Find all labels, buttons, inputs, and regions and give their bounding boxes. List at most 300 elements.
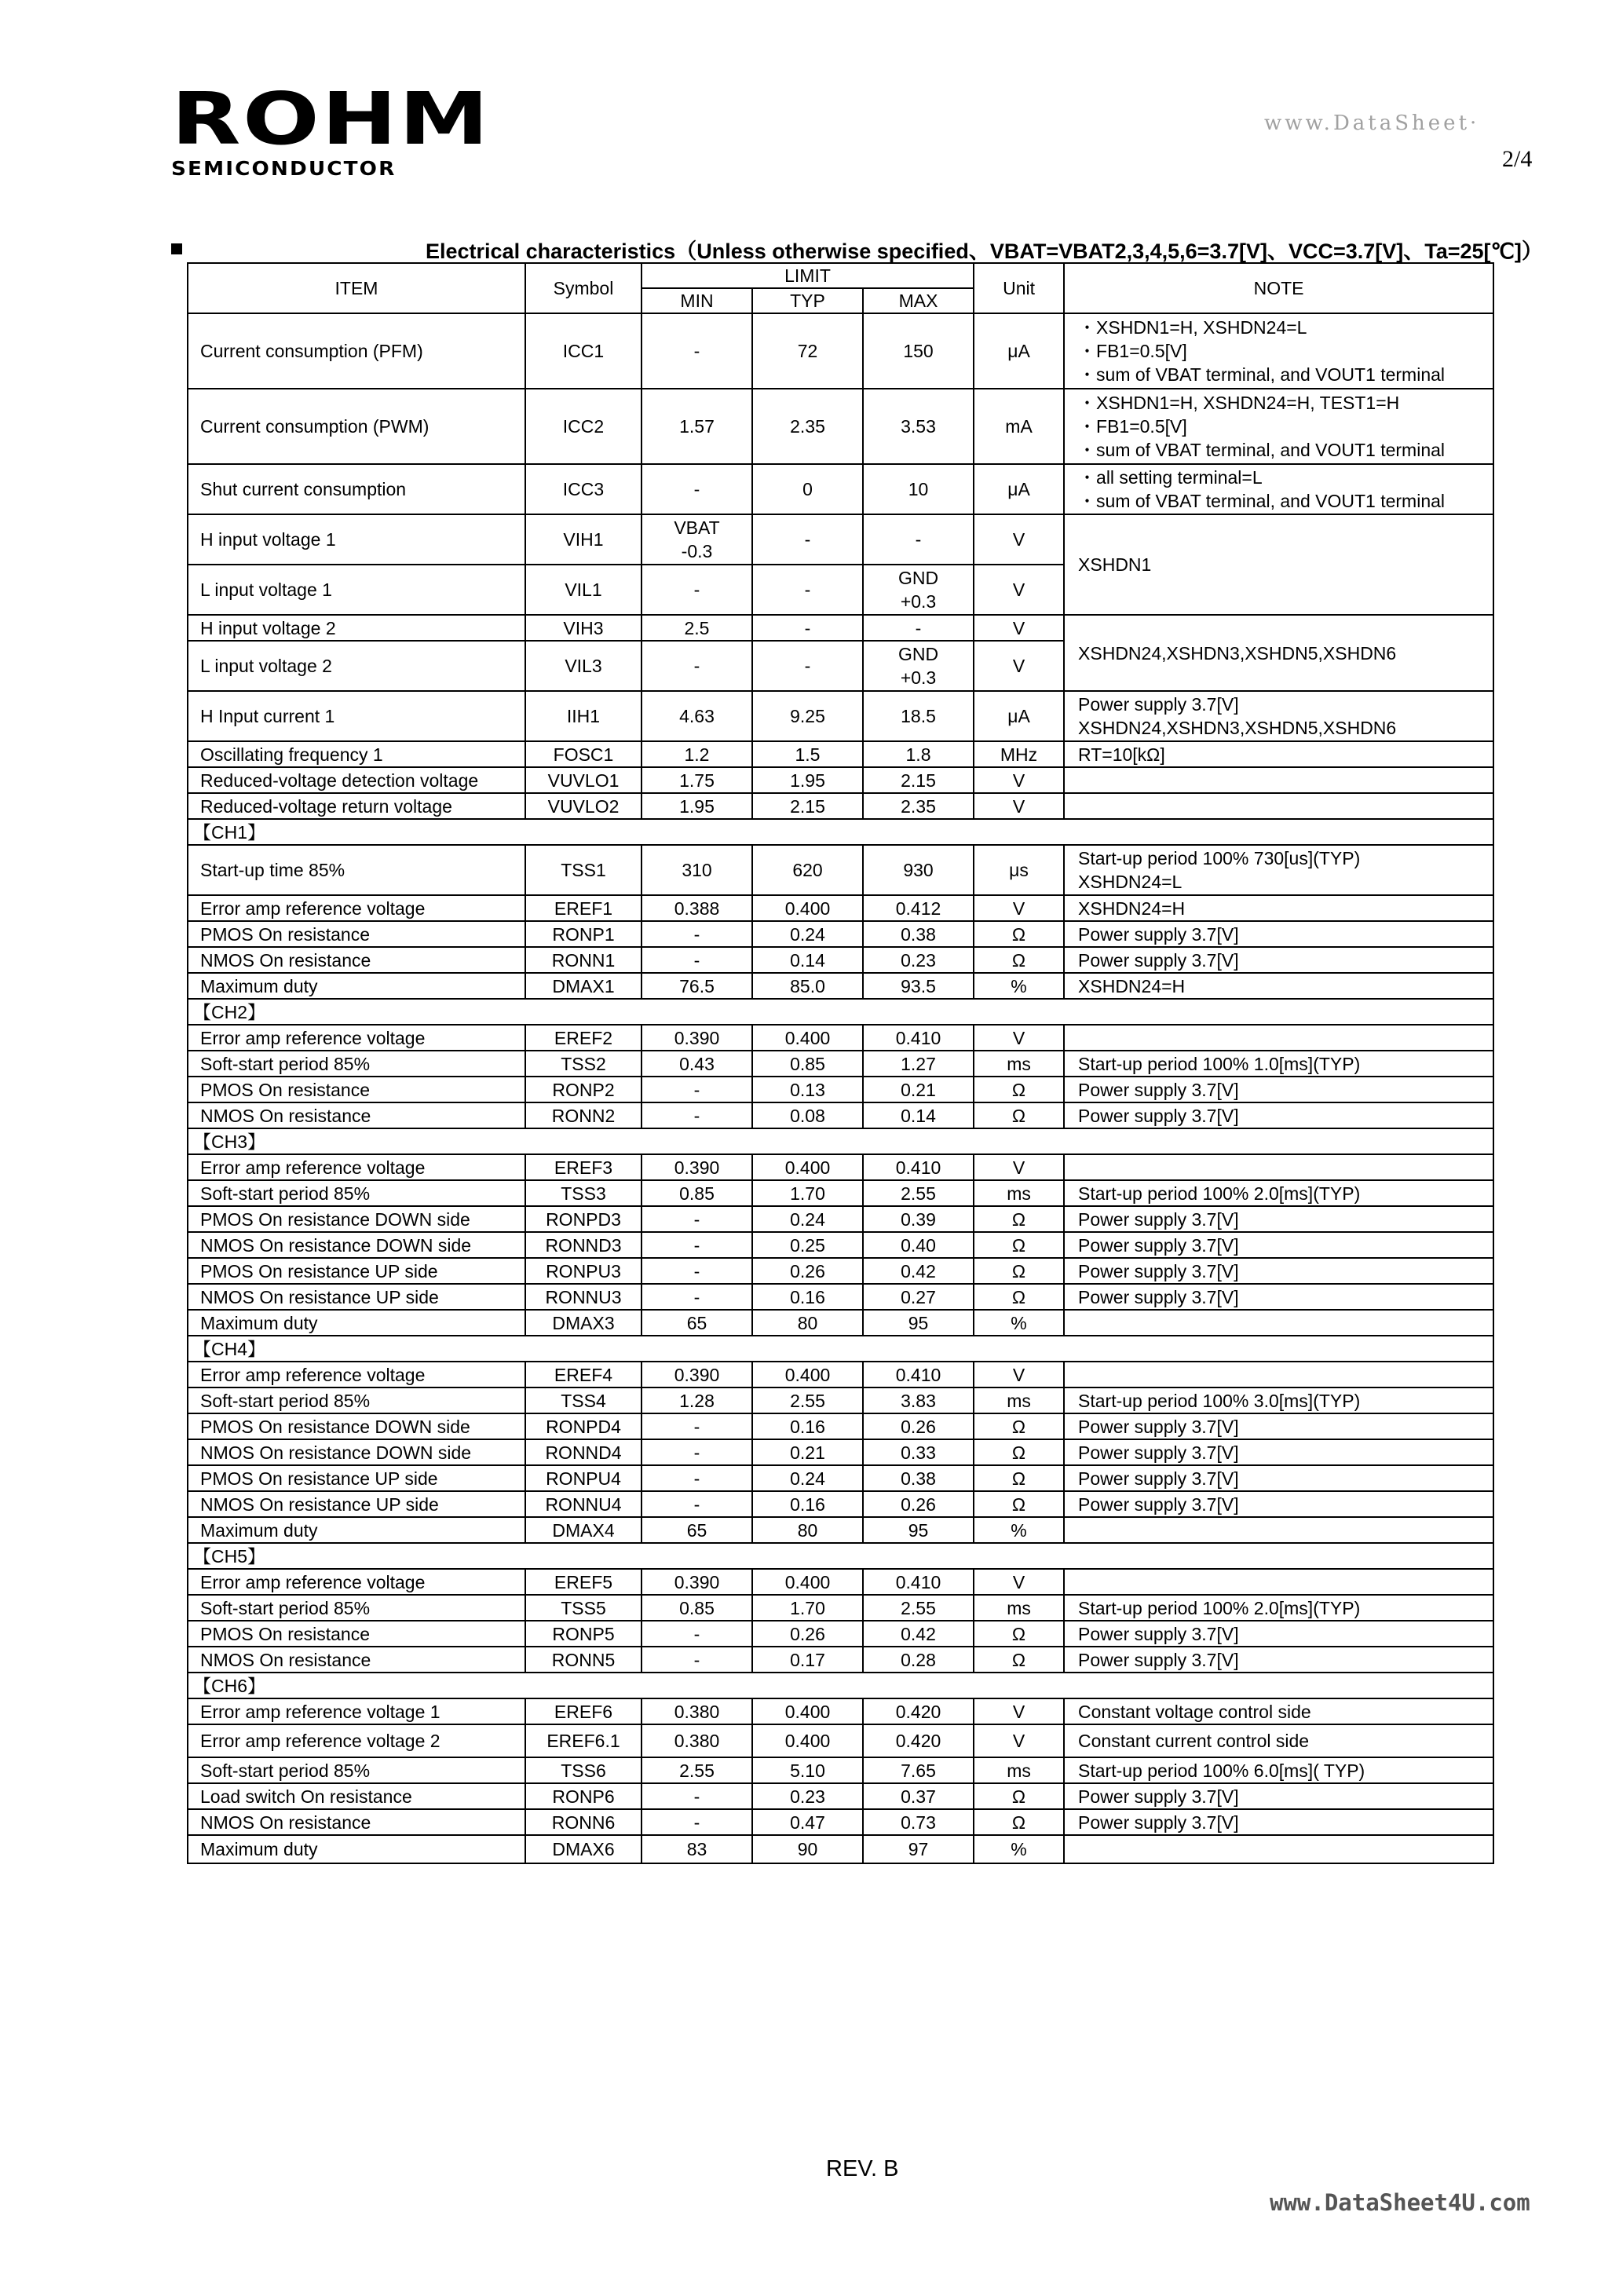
note-cell	[1064, 1025, 1493, 1051]
note-cell-line: Power supply 3.7[V]	[1078, 1468, 1239, 1489]
typ-cell: 0.26	[752, 1258, 863, 1284]
note-cell-line: Power supply 3.7[V]	[1078, 1623, 1239, 1644]
max-cell: 0.14	[863, 1102, 974, 1128]
item-cell: Reduced-voltage detection voltage	[188, 767, 525, 793]
item-cell: Soft-start period 85%	[188, 1757, 525, 1783]
typ-cell: 0.24	[752, 1465, 863, 1491]
note-cell-line: Power supply 3.7[V]	[1078, 1649, 1239, 1670]
unit-cell: V	[974, 641, 1064, 691]
typ-cell: 0.16	[752, 1413, 863, 1439]
min-cell: 0.85	[642, 1595, 752, 1621]
min-cell: -	[642, 313, 752, 389]
max-cell: 97	[863, 1835, 974, 1863]
symbol-cell: TSS1	[525, 845, 642, 895]
symbol-cell: RONN1	[525, 947, 642, 973]
unit-cell: Ω	[974, 1647, 1064, 1673]
unit-cell: Ω	[974, 1258, 1064, 1284]
symbol-cell: VIL1	[525, 565, 642, 615]
note-cell-line: Power supply 3.7[V]	[1078, 949, 1239, 971]
note-cell-line: ・FB1=0.5[V]	[1078, 416, 1187, 437]
table-row	[188, 921, 1493, 947]
max-cell: 2.15	[863, 767, 974, 793]
unit-cell: Ω	[974, 1232, 1064, 1258]
note-cell	[1064, 1310, 1493, 1336]
section-row	[188, 819, 1493, 845]
section-row	[188, 1336, 1493, 1362]
max-cell: 0.26	[863, 1413, 974, 1439]
table-row	[188, 1569, 1493, 1595]
note-cell-line: XSHDN24,XSHDN3,XSHDN5,XSHDN6	[1078, 718, 1397, 738]
note-cell	[1064, 1595, 1493, 1621]
typ-cell: 0.26	[752, 1621, 863, 1647]
max-cell: 0.412	[863, 895, 974, 921]
min-cell: -	[642, 1809, 752, 1835]
item-cell: L input voltage 2	[188, 641, 525, 691]
unit-cell: μA	[974, 464, 1064, 514]
symbol-cell: RONPD3	[525, 1206, 642, 1232]
typ-cell: 72	[752, 313, 863, 389]
table-row	[188, 1757, 1493, 1783]
min-cell: 1.2	[642, 741, 752, 767]
typ-cell: 80	[752, 1517, 863, 1543]
unit-cell: ms	[974, 1757, 1064, 1783]
note-cell	[1064, 1621, 1493, 1647]
max-cell: 3.83	[863, 1387, 974, 1413]
symbol-cell: RONP5	[525, 1621, 642, 1647]
unit-cell: V	[974, 1154, 1064, 1180]
unit-cell: μs	[974, 845, 1064, 895]
header-item: ITEM	[188, 263, 525, 313]
typ-cell: 0.23	[752, 1783, 863, 1809]
note-cell-line: ・all setting terminal=L	[1078, 467, 1263, 488]
symbol-cell: VIH3	[525, 615, 642, 641]
min-cell: 76.5	[642, 973, 752, 999]
note-cell	[1064, 1051, 1493, 1077]
item-cell: PMOS On resistance DOWN side	[188, 1206, 525, 1232]
typ-cell: 80	[752, 1310, 863, 1336]
table-row	[188, 1387, 1493, 1413]
symbol-cell: TSS5	[525, 1595, 642, 1621]
table-row	[188, 1232, 1493, 1258]
item-cell: Soft-start period 85%	[188, 1387, 525, 1413]
typ-cell: -	[752, 641, 863, 691]
min-cell: -	[642, 1258, 752, 1284]
max-cell: 0.410	[863, 1025, 974, 1051]
max-cell: 18.5	[863, 691, 974, 741]
note-cell	[1064, 1517, 1493, 1543]
typ-cell: 0.24	[752, 921, 863, 947]
symbol-cell: TSS4	[525, 1387, 642, 1413]
max-cell: 7.65	[863, 1757, 974, 1783]
note-cell-line: Power supply 3.7[V]	[1078, 1105, 1239, 1126]
item-cell: Reduced-voltage return voltage	[188, 793, 525, 819]
min-cell: 2.55	[642, 1757, 752, 1783]
table-row	[188, 1102, 1493, 1128]
item-cell: NMOS On resistance	[188, 1647, 525, 1673]
note-cell-line: XSHDN24=H	[1078, 898, 1186, 919]
section-label: 【CH2】	[188, 999, 1493, 1025]
unit-cell: μA	[974, 691, 1064, 741]
logo-main-text: ROHM	[171, 77, 492, 161]
symbol-cell: DMAX3	[525, 1310, 642, 1336]
min-cell: -	[642, 1232, 752, 1258]
note-cell	[1064, 973, 1493, 999]
table-row	[188, 514, 1493, 565]
typ-cell: 1.5	[752, 741, 863, 767]
max-cell: 0.42	[863, 1258, 974, 1284]
item-cell: PMOS On resistance DOWN side	[188, 1413, 525, 1439]
max-cell: 150	[863, 313, 974, 389]
section-label: 【CH1】	[188, 819, 1493, 845]
note-cell	[1064, 1724, 1493, 1757]
typ-cell: 2.35	[752, 389, 863, 464]
typ-cell: 0.16	[752, 1284, 863, 1310]
table-row	[188, 615, 1493, 641]
symbol-cell: RONN5	[525, 1647, 642, 1673]
note-cell	[1064, 1491, 1493, 1517]
min-cell: -	[642, 1465, 752, 1491]
max-cell-line: +0.3	[900, 667, 937, 688]
note-cell-line: Power supply 3.7[V]	[1078, 1234, 1239, 1256]
item-cell: PMOS On resistance	[188, 1077, 525, 1102]
item-cell: Error amp reference voltage	[188, 1154, 525, 1180]
max-cell-line: GND	[897, 644, 939, 664]
note-cell-line: Power supply 3.7[V]	[1078, 1260, 1239, 1281]
item-cell: Error amp reference voltage	[188, 1362, 525, 1387]
min-cell: -	[642, 1647, 752, 1673]
unit-cell: Ω	[974, 1621, 1064, 1647]
min-cell: 65	[642, 1517, 752, 1543]
min-cell: 1.75	[642, 767, 752, 793]
symbol-cell: RONND4	[525, 1439, 642, 1465]
note-cell	[1064, 1698, 1493, 1724]
note-cell-line: Start-up period 100% 2.0[ms](TYP)	[1078, 1183, 1361, 1204]
min-cell-line: -0.3	[681, 541, 713, 561]
table-row	[188, 1595, 1493, 1621]
note-cell	[1064, 1757, 1493, 1783]
note-cell	[1064, 1835, 1493, 1863]
unit-cell: Ω	[974, 921, 1064, 947]
item-cell: PMOS On resistance UP side	[188, 1465, 525, 1491]
typ-cell: 90	[752, 1835, 863, 1863]
table-row	[188, 1783, 1493, 1809]
min-cell: 0.390	[642, 1154, 752, 1180]
item-cell: Error amp reference voltage	[188, 1569, 525, 1595]
note-cell-line: Power supply 3.7[V]	[1078, 1442, 1239, 1463]
item-cell: L input voltage 1	[188, 565, 525, 615]
max-cell: 0.410	[863, 1154, 974, 1180]
table-row	[188, 1491, 1493, 1517]
section-label: 【CH4】	[188, 1336, 1493, 1362]
note-cell-line: ・XSHDN1=H, XSHDN24=L	[1078, 317, 1307, 338]
max-cell: 0.410	[863, 1362, 974, 1387]
note-cell-line: Start-up period 100% 730[us](TYP)	[1078, 848, 1361, 868]
max-cell: 0.26	[863, 1491, 974, 1517]
item-cell: Current consumption (PWM)	[188, 389, 525, 464]
note-cell	[1064, 1258, 1493, 1284]
table-row	[188, 1698, 1493, 1724]
typ-cell: 0.47	[752, 1809, 863, 1835]
note-cell-line: Power supply 3.7[V]	[1078, 923, 1239, 945]
symbol-cell: RONP1	[525, 921, 642, 947]
min-cell: -	[642, 1206, 752, 1232]
max-cell: 1.8	[863, 741, 974, 767]
note-cell-line: Constant current control side	[1078, 1731, 1310, 1751]
unit-cell: V	[974, 1362, 1064, 1387]
section-row	[188, 1673, 1493, 1698]
note-cell-line: Start-up period 100% 1.0[ms](TYP)	[1078, 1053, 1361, 1074]
unit-cell: V	[974, 1724, 1064, 1757]
typ-cell: 0.400	[752, 1362, 863, 1387]
item-cell: H input voltage 2	[188, 615, 525, 641]
max-cell: 0.410	[863, 1569, 974, 1595]
min-cell: -	[642, 1077, 752, 1102]
table-row	[188, 1465, 1493, 1491]
section-label: 【CH6】	[188, 1673, 1493, 1698]
max-cell: 95	[863, 1310, 974, 1336]
max-cell: 0.33	[863, 1439, 974, 1465]
max-cell: 93.5	[863, 973, 974, 999]
note-cell-line: Power supply 3.7[V]	[1078, 694, 1239, 715]
symbol-cell: RONP2	[525, 1077, 642, 1102]
table-row	[188, 1724, 1493, 1757]
max-cell: -	[863, 615, 974, 641]
table-row	[188, 1413, 1493, 1439]
item-cell: NMOS On resistance	[188, 1102, 525, 1128]
typ-cell: 0	[752, 464, 863, 514]
note-cell	[1064, 793, 1493, 819]
typ-cell: 1.70	[752, 1595, 863, 1621]
symbol-cell: TSS2	[525, 1051, 642, 1077]
page-number: 2/4	[1502, 146, 1533, 172]
note-cell-line: Power supply 3.7[V]	[1078, 1079, 1239, 1100]
min-cell: -	[642, 1439, 752, 1465]
symbol-cell: DMAX6	[525, 1835, 642, 1863]
typ-cell: -	[752, 514, 863, 565]
max-cell: 0.23	[863, 947, 974, 973]
min-cell: 0.390	[642, 1569, 752, 1595]
max-cell: 0.21	[863, 1077, 974, 1102]
note-cell-line: Power supply 3.7[V]	[1078, 1812, 1239, 1833]
note-cell	[1064, 1783, 1493, 1809]
typ-cell: 0.17	[752, 1647, 863, 1673]
min-cell: 0.380	[642, 1698, 752, 1724]
max-cell: 930	[863, 845, 974, 895]
note-cell	[1064, 1569, 1493, 1595]
item-cell: PMOS On resistance UP side	[188, 1258, 525, 1284]
min-cell: 0.388	[642, 895, 752, 921]
note-cell	[1064, 947, 1493, 973]
item-cell: PMOS On resistance	[188, 1621, 525, 1647]
table-row	[188, 1051, 1493, 1077]
symbol-cell: ICC2	[525, 389, 642, 464]
max-cell: 0.28	[863, 1647, 974, 1673]
symbol-cell: RONND3	[525, 1232, 642, 1258]
note-cell	[1064, 741, 1493, 767]
symbol-cell: TSS6	[525, 1757, 642, 1783]
section-row	[188, 1128, 1493, 1154]
max-cell: 0.37	[863, 1783, 974, 1809]
typ-cell: -	[752, 565, 863, 615]
unit-cell: %	[974, 1310, 1064, 1336]
section-title: Electrical characteristics（Unless otherwise specified、VBAT=VBAT2,3,4,5,6=3.7[V]、VCC=3.7[V]、Ta=25[℃]）	[426, 239, 1543, 263]
note-cell-line: Power supply 3.7[V]	[1078, 1416, 1239, 1437]
table-row	[188, 389, 1493, 464]
min-cell: -	[642, 1413, 752, 1439]
min-cell: 0.380	[642, 1724, 752, 1757]
electrical-characteristics-table	[187, 262, 1494, 1864]
item-cell: NMOS On resistance UP side	[188, 1284, 525, 1310]
item-cell: Maximum duty	[188, 1835, 525, 1863]
typ-cell: 620	[752, 845, 863, 895]
table-row	[188, 767, 1493, 793]
symbol-cell: VIL3	[525, 641, 642, 691]
symbol-cell: RONPU4	[525, 1465, 642, 1491]
max-cell: 1.27	[863, 1051, 974, 1077]
max-cell: 95	[863, 1517, 974, 1543]
note-cell-line: Power supply 3.7[V]	[1078, 1786, 1239, 1807]
min-cell: -	[642, 1102, 752, 1128]
max-cell: 2.35	[863, 793, 974, 819]
note-cell	[1064, 691, 1493, 741]
symbol-cell: EREF4	[525, 1362, 642, 1387]
min-cell: -	[642, 641, 752, 691]
unit-cell: V	[974, 1025, 1064, 1051]
table-row	[188, 1439, 1493, 1465]
min-cell: 0.85	[642, 1180, 752, 1206]
min-cell: 310	[642, 845, 752, 895]
typ-cell: 0.400	[752, 1154, 863, 1180]
note-cell-line: ・sum of VBAT terminal, and VOUT1 terminal	[1078, 491, 1446, 511]
max-cell	[863, 641, 974, 691]
note-cell	[1064, 389, 1493, 464]
symbol-cell: EREF2	[525, 1025, 642, 1051]
rohm-logo	[171, 77, 492, 180]
typ-cell: 0.400	[752, 895, 863, 921]
unit-cell: ms	[974, 1387, 1064, 1413]
note-cell	[1064, 1362, 1493, 1387]
min-cell: 65	[642, 1310, 752, 1336]
symbol-cell: IIH1	[525, 691, 642, 741]
typ-cell: 0.85	[752, 1051, 863, 1077]
item-cell: Current consumption (PFM)	[188, 313, 525, 389]
max-cell: 0.27	[863, 1284, 974, 1310]
item-cell: Maximum duty	[188, 1517, 525, 1543]
item-cell: Soft-start period 85%	[188, 1180, 525, 1206]
table-row	[188, 973, 1493, 999]
section-row	[188, 999, 1493, 1025]
min-cell: 0.390	[642, 1025, 752, 1051]
section-label: 【CH5】	[188, 1543, 1493, 1569]
min-cell: 0.43	[642, 1051, 752, 1077]
note-cell	[1064, 1180, 1493, 1206]
note-cell	[1064, 1387, 1493, 1413]
table-row	[188, 1258, 1493, 1284]
table-row	[188, 895, 1493, 921]
symbol-cell: EREF6.1	[525, 1724, 642, 1757]
symbol-cell: RONPD4	[525, 1413, 642, 1439]
min-cell: 83	[642, 1835, 752, 1863]
max-cell: 10	[863, 464, 974, 514]
typ-cell: 0.400	[752, 1025, 863, 1051]
table-row	[188, 793, 1493, 819]
table-row	[188, 1362, 1493, 1387]
note-cell	[1064, 921, 1493, 947]
unit-cell: ms	[974, 1180, 1064, 1206]
table-row	[188, 1310, 1493, 1336]
section-bullet-icon	[171, 243, 182, 254]
max-cell: 0.39	[863, 1206, 974, 1232]
symbol-cell: EREF6	[525, 1698, 642, 1724]
unit-cell: Ω	[974, 1077, 1064, 1102]
table-row	[188, 845, 1493, 895]
table-row	[188, 691, 1493, 741]
symbol-cell: RONN6	[525, 1809, 642, 1835]
max-cell	[863, 565, 974, 615]
typ-cell: 2.15	[752, 793, 863, 819]
min-cell: -	[642, 1491, 752, 1517]
unit-cell: %	[974, 1517, 1064, 1543]
item-cell: Error amp reference voltage	[188, 895, 525, 921]
note-cell-line: Constant voltage control side	[1078, 1701, 1311, 1722]
item-cell: Maximum duty	[188, 973, 525, 999]
section-row	[188, 1543, 1493, 1569]
item-cell: NMOS On resistance DOWN side	[188, 1439, 525, 1465]
symbol-cell: RONNU3	[525, 1284, 642, 1310]
symbol-cell: ICC1	[525, 313, 642, 389]
typ-cell: 0.400	[752, 1724, 863, 1757]
header-max: MAX	[863, 288, 974, 313]
item-cell: Oscillating frequency 1	[188, 741, 525, 767]
item-cell: H Input current 1	[188, 691, 525, 741]
note-cell-line: XSHDN24,XSHDN3,XSHDN5,XSHDN6	[1078, 642, 1397, 664]
item-cell: Soft-start period 85%	[188, 1051, 525, 1077]
min-cell: 2.5	[642, 615, 752, 641]
max-cell: 0.420	[863, 1724, 974, 1757]
typ-cell: 0.13	[752, 1077, 863, 1102]
typ-cell: 0.14	[752, 947, 863, 973]
note-cell-line: ・sum of VBAT terminal, and VOUT1 terminal	[1078, 440, 1446, 460]
item-cell: Maximum duty	[188, 1310, 525, 1336]
table-row	[188, 313, 1493, 389]
symbol-cell: RONNU4	[525, 1491, 642, 1517]
min-cell: 1.28	[642, 1387, 752, 1413]
typ-cell: 85.0	[752, 973, 863, 999]
revision-label: REV. B	[826, 2156, 899, 2181]
unit-cell: Ω	[974, 1783, 1064, 1809]
unit-cell: μA	[974, 313, 1064, 389]
typ-cell: 5.10	[752, 1757, 863, 1783]
typ-cell: -	[752, 615, 863, 641]
note-cell-line: Power supply 3.7[V]	[1078, 1493, 1239, 1515]
item-cell: Start-up time 85%	[188, 845, 525, 895]
note-cell	[1064, 1206, 1493, 1232]
note-cell	[1064, 1232, 1493, 1258]
typ-cell: 1.95	[752, 767, 863, 793]
table-row	[188, 741, 1493, 767]
item-cell: NMOS On resistance	[188, 1809, 525, 1835]
min-cell: -	[642, 1284, 752, 1310]
symbol-cell: VIH1	[525, 514, 642, 565]
symbol-cell: EREF5	[525, 1569, 642, 1595]
note-cell-line: Power supply 3.7[V]	[1078, 1208, 1239, 1230]
table-row	[188, 1284, 1493, 1310]
max-cell: 0.38	[863, 921, 974, 947]
item-cell: NMOS On resistance UP side	[188, 1491, 525, 1517]
symbol-cell: RONPU3	[525, 1258, 642, 1284]
min-cell: -	[642, 1783, 752, 1809]
unit-cell: %	[974, 1835, 1064, 1863]
